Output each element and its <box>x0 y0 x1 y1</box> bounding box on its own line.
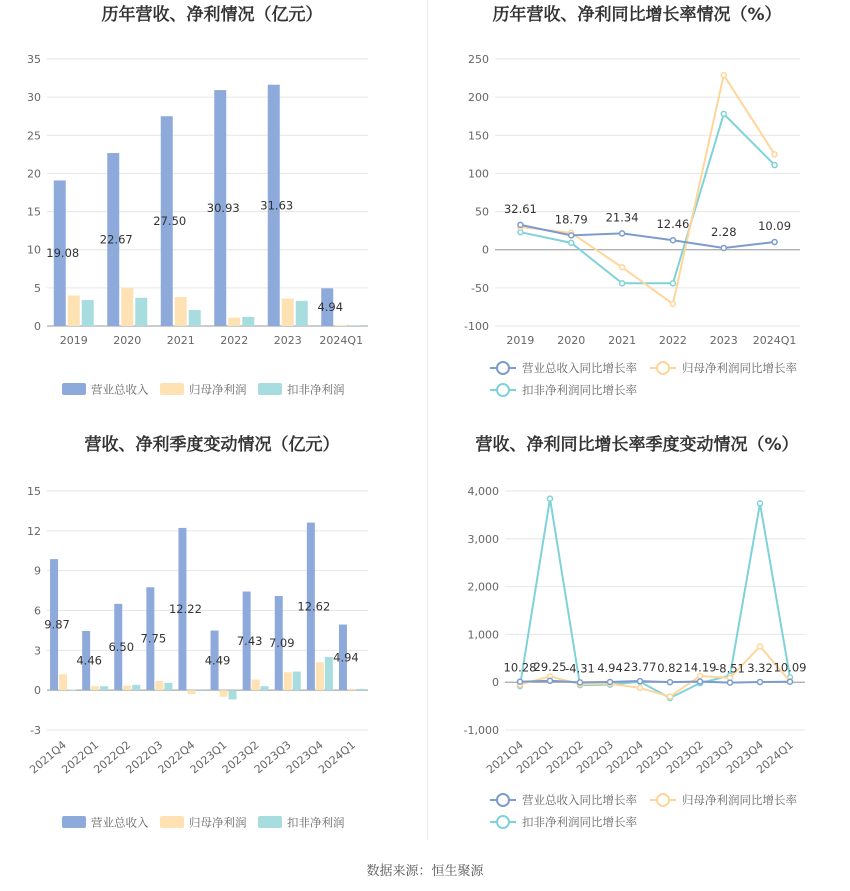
y-tick-label: 5 <box>34 281 41 295</box>
data-point <box>548 678 553 683</box>
data-point <box>758 501 763 506</box>
data-label: 7.75 <box>140 631 167 646</box>
data-point <box>569 240 574 245</box>
data-point <box>721 245 726 250</box>
y-tick-label: 20 <box>27 167 41 181</box>
x-tick-label: 2021Q4 <box>27 738 69 777</box>
annual-growth-rate-chart <box>425 0 850 420</box>
y-tick-label: 250 <box>468 53 489 66</box>
x-tick-label: 2020 <box>113 334 142 347</box>
data-label: 12.62 <box>297 599 331 614</box>
legend-swatch <box>62 816 86 828</box>
x-tick-label: 2022Q1 <box>59 738 102 777</box>
data-label: 27.50 <box>153 214 187 229</box>
data-point <box>728 680 733 685</box>
data-label: 32.61 <box>503 201 537 216</box>
legend-label: 扣非净利润 <box>287 815 345 830</box>
bar <box>282 299 294 326</box>
legend-swatch <box>258 816 282 828</box>
y-tick-label: 50 <box>475 205 489 219</box>
x-tick-label: 2023 <box>273 334 302 347</box>
data-point <box>670 301 675 306</box>
data-label: 29.25 <box>533 659 567 674</box>
data-label: 4.49 <box>204 653 231 668</box>
bar <box>348 689 356 690</box>
bar <box>189 310 201 326</box>
x-tick-label: 2024Q1 <box>754 738 796 777</box>
y-tick-label: 3,000 <box>467 532 499 546</box>
data-label: 21.34 <box>605 210 639 225</box>
data-label: 4.46 <box>76 653 102 668</box>
chart-title: 营收、净利同比增长率季度变动情况（%） <box>475 435 799 455</box>
bar <box>59 674 67 690</box>
legend-label: 营业总收入同比增长率 <box>522 361 637 375</box>
data-source-footer: 数据来源：恒生聚源 <box>366 864 484 879</box>
bar <box>155 681 163 690</box>
legend-marker <box>497 362 509 374</box>
series-line <box>520 681 790 683</box>
data-point <box>772 163 777 168</box>
data-label: 10.09 <box>773 660 807 675</box>
data-label: 7.09 <box>268 636 295 651</box>
y-tick-label: 4,000 <box>467 485 499 498</box>
data-label: 12.46 <box>656 217 690 232</box>
chart-title: 历年营收、净利同比增长率情况（%） <box>492 5 782 25</box>
y-tick-label: 3 <box>34 644 41 658</box>
x-tick-label: 2019 <box>59 334 88 347</box>
bar <box>316 662 324 690</box>
bar <box>68 690 76 691</box>
data-point <box>620 231 625 236</box>
y-tick-label: -100 <box>464 320 489 333</box>
bar <box>123 686 131 691</box>
legend-swatch <box>160 383 184 395</box>
data-point <box>758 644 763 649</box>
bar <box>135 298 147 326</box>
legend-marker <box>657 362 669 374</box>
x-tick-label: 2023 <box>709 334 738 347</box>
bar <box>132 685 140 690</box>
x-tick-label: 2023Q1 <box>634 738 676 777</box>
data-label: 14.19 <box>683 660 717 675</box>
data-label: 4.94 <box>597 660 623 675</box>
y-tick-label: -3 <box>30 724 41 737</box>
x-tick-label: 2021 <box>608 334 637 347</box>
data-point <box>569 233 574 238</box>
legend-label: 扣非净利润同比增长率 <box>522 815 637 829</box>
data-point <box>668 694 673 699</box>
legend-label: 归母净利润 <box>189 815 247 830</box>
x-tick-label: 2022 <box>658 334 687 347</box>
data-label: 10.09 <box>758 219 792 234</box>
bar <box>293 672 301 691</box>
y-tick-label: 10 <box>27 243 41 257</box>
data-label: 2.28 <box>710 224 737 239</box>
legend-swatch <box>258 383 282 395</box>
bar <box>68 295 80 326</box>
data-point <box>668 680 673 685</box>
y-tick-label: 2,000 <box>467 580 499 594</box>
legend-label: 扣非净利润同比增长率 <box>522 383 637 397</box>
data-point <box>548 496 553 501</box>
y-tick-label: 0 <box>34 684 41 698</box>
x-tick-label: 2022Q2 <box>544 738 586 777</box>
legend-swatch <box>62 383 86 395</box>
data-point <box>758 680 763 685</box>
y-tick-label: 30 <box>27 91 41 105</box>
x-tick-label: 2022 <box>220 334 249 347</box>
x-tick-label: 2021Q4 <box>484 738 526 777</box>
data-point <box>620 281 625 286</box>
legend-label: 归母净利润同比增长率 <box>682 361 797 375</box>
y-tick-label: 35 <box>27 53 41 66</box>
bar <box>229 690 237 699</box>
quarterly-growth-rate-panel <box>425 430 850 850</box>
y-tick-label: 100 <box>468 167 489 181</box>
y-tick-label: 0 <box>482 243 489 257</box>
legend-marker <box>497 816 509 828</box>
y-tick-label: 6 <box>34 604 41 618</box>
x-tick-label: 2024Q1 <box>319 334 364 347</box>
bar <box>284 672 292 690</box>
x-tick-label: 2023Q3 <box>694 738 736 777</box>
y-tick-label: 25 <box>27 129 41 143</box>
bar <box>349 325 361 326</box>
legend-label: 营业总收入 <box>91 382 149 397</box>
x-tick-label: 2023Q1 <box>187 738 230 777</box>
data-label: 3.32 <box>747 661 773 676</box>
bar <box>121 288 133 326</box>
x-tick-label: 2019 <box>506 334 535 347</box>
data-label: 19.08 <box>46 246 80 261</box>
data-label: 22.67 <box>99 232 133 247</box>
data-point <box>670 281 675 286</box>
data-point <box>518 230 523 235</box>
y-tick-label: -1,000 <box>463 724 499 737</box>
data-label: 18.79 <box>554 212 588 227</box>
y-tick-label: 150 <box>468 129 489 143</box>
x-tick-label: 2022Q2 <box>91 738 134 777</box>
x-tick-label: 2020 <box>557 334 586 347</box>
data-label: 12.22 <box>168 602 202 617</box>
bar <box>175 297 187 326</box>
data-label: -8.51 <box>715 661 745 676</box>
data-point <box>518 679 523 684</box>
x-tick-label: 2024Q1 <box>316 738 358 777</box>
data-point <box>620 265 625 270</box>
bar <box>187 690 195 694</box>
bar <box>82 300 94 326</box>
bar <box>196 690 204 691</box>
x-tick-label: 2022Q4 <box>155 738 198 777</box>
x-tick-label: 2021 <box>166 334 195 347</box>
legend-marker <box>497 794 509 806</box>
x-tick-label: 2023Q4 <box>724 738 766 777</box>
legend-swatch <box>160 816 184 828</box>
chart-title: 历年营收、净利情况（亿元） <box>101 5 323 25</box>
data-point <box>721 111 726 116</box>
legend-label: 归母净利润同比增长率 <box>682 793 797 807</box>
x-tick-label: 2022Q1 <box>514 738 556 777</box>
quarterly-revenue-profit-chart <box>0 430 425 850</box>
x-tick-label: 2023Q2 <box>219 738 262 777</box>
data-point <box>578 680 583 685</box>
data-point <box>638 685 643 690</box>
data-label: 9.87 <box>44 617 70 632</box>
bar <box>242 317 254 326</box>
legend-label: 归母净利润 <box>189 382 247 397</box>
legend-label: 营业总收入 <box>91 815 149 830</box>
chart-title: 营收、净利季度变动情况（亿元） <box>84 435 340 455</box>
x-tick-label: 2022Q3 <box>123 738 166 777</box>
data-point <box>788 679 793 684</box>
data-label: 0.82 <box>657 661 683 676</box>
data-label: 6.50 <box>108 640 135 655</box>
data-label: 23.77 <box>623 660 657 675</box>
quarterly-growth-rate-chart <box>425 430 850 850</box>
data-point <box>518 222 523 227</box>
bar <box>252 680 260 691</box>
data-label: 10.28 <box>503 660 537 675</box>
bar <box>164 683 172 690</box>
y-tick-label: 15 <box>27 205 41 219</box>
data-label: 31.63 <box>260 198 294 213</box>
y-tick-label: 1,000 <box>467 628 499 642</box>
y-tick-label: 9 <box>34 564 41 578</box>
bar <box>220 690 228 697</box>
y-tick-label: 0 <box>34 320 41 333</box>
data-label: 30.93 <box>206 201 240 216</box>
bar <box>325 657 333 690</box>
x-tick-label: 2023Q2 <box>664 738 706 777</box>
y-tick-label: -50 <box>471 281 489 295</box>
annual-growth-rate-panel <box>425 0 850 420</box>
legend-marker <box>497 384 509 396</box>
data-label: 4.94 <box>333 650 359 665</box>
legend-label: 扣非净利润 <box>287 382 345 397</box>
data-point <box>638 679 643 684</box>
data-point <box>670 238 675 243</box>
y-tick-label: 12 <box>27 524 41 538</box>
bar <box>296 301 308 326</box>
annual-revenue-profit-panel <box>0 0 425 420</box>
legend-label: 营业总收入同比增长率 <box>522 793 637 807</box>
quarterly-revenue-profit-panel <box>0 430 425 850</box>
bar <box>261 686 269 690</box>
data-label: 4.94 <box>317 300 344 315</box>
x-tick-label: 2024Q1 <box>752 334 797 347</box>
y-tick-label: 15 <box>27 485 41 498</box>
x-tick-label: 2022Q3 <box>574 738 616 777</box>
bar <box>357 689 365 690</box>
legend-marker <box>657 794 669 806</box>
data-label: 7.43 <box>236 633 263 648</box>
data-point <box>772 240 777 245</box>
y-tick-label: 200 <box>468 91 489 105</box>
data-point <box>698 679 703 684</box>
series-line <box>520 114 774 283</box>
series-line <box>520 75 774 304</box>
bar <box>91 686 99 690</box>
data-point <box>608 679 613 684</box>
x-tick-label: 2023Q4 <box>283 738 326 777</box>
annual-revenue-profit-chart <box>0 0 425 420</box>
bar <box>335 325 347 326</box>
bar <box>100 686 108 690</box>
x-tick-label: 2023Q3 <box>251 738 294 777</box>
data-point <box>721 73 726 78</box>
x-tick-label: 2022Q4 <box>604 738 646 777</box>
data-point <box>772 152 777 157</box>
bar <box>228 318 240 326</box>
y-tick-label: 0 <box>492 676 499 690</box>
data-label: -4.31 <box>565 661 595 676</box>
